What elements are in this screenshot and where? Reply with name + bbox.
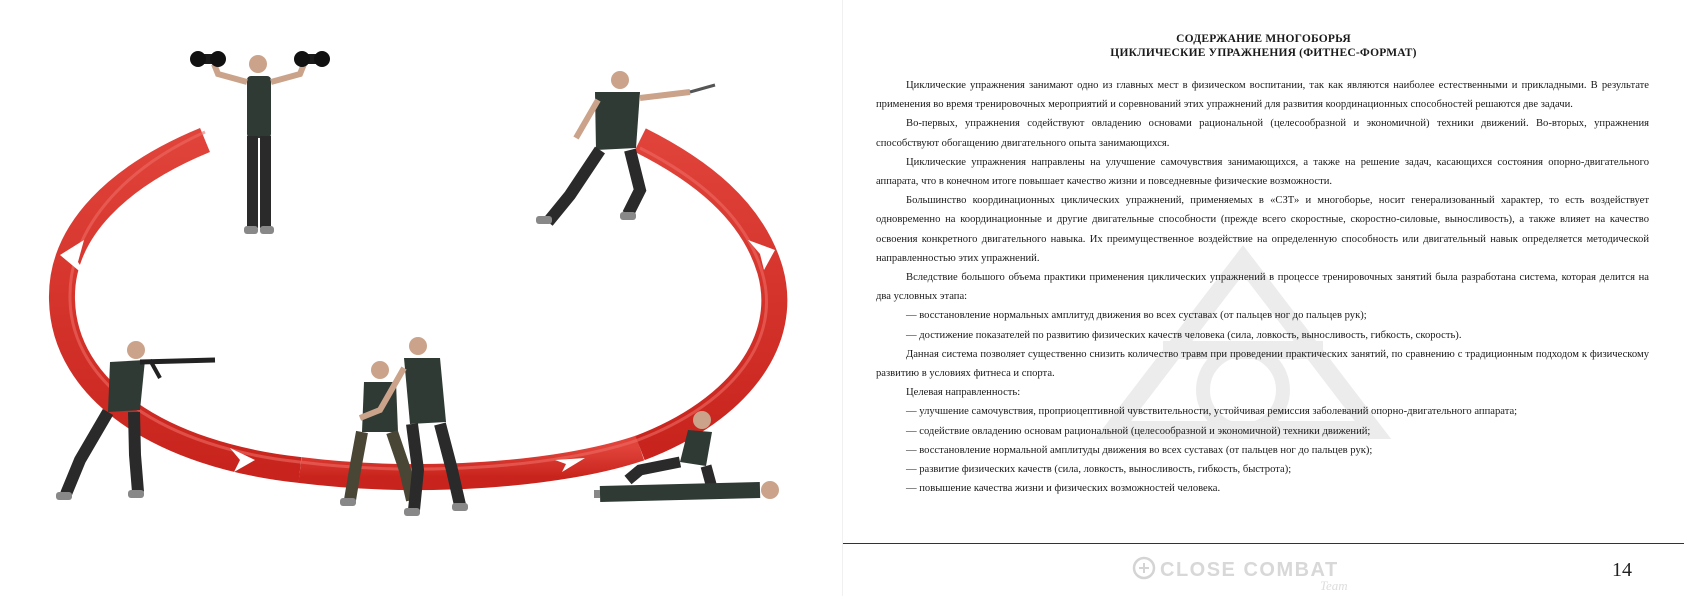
list-item: — улучшение самочувствия, проприоцептивной чувствительности, устойчивая ремиссия заболеваний опорно-двигательного аппарата; bbox=[906, 406, 1518, 418]
figure-knife-thrust bbox=[536, 71, 715, 224]
footer-logo-text: CLOSE COMBAT bbox=[1160, 559, 1339, 581]
footer-rule bbox=[843, 543, 1684, 544]
list-item: — содействие овладению основам рациональной (целесообразной и экономичной) техники движений; bbox=[906, 425, 1371, 437]
footer-logo-subtext: Team bbox=[1320, 578, 1348, 592]
paragraph: Целевая направленность: bbox=[906, 387, 1021, 399]
list-item: — достижение показателей по развитию физических качеств человека (сила, ловкость, выносливость, гибкость, скорость). bbox=[906, 329, 1462, 341]
paragraph: Данная система позволяет существенно снизить количество травм при проведении практических занятий, по сравнению с традиционным подходом к физическому развитию в условиях фитнеса и спорта. bbox=[876, 348, 1649, 380]
paragraph: Большинство координационных циклических упражнений, применяемых в «СЗТ» и многоборье, носит генерализованный характер, то есть воздействует одновременно на координационные и другие двигательные способности (прежде всего скоростные, скоростно-силовые, выносливость), а также влияет на качество освоения конкретного двигательного навыка. Их преимущественное воздействие на определенную способность или двигательный навык определяется методической направленностью этих упражнений. bbox=[876, 195, 1649, 264]
list-item: — повышение качества жизни и физических возможностей человека. bbox=[906, 483, 1221, 495]
list-item: — развитие физических качеств (сила, ловкость, выносливость, гибкость, быстрота); bbox=[906, 464, 1292, 476]
page-header bbox=[843, 32, 1684, 60]
section-subtitle: ЦИКЛИЧЕСКИЕ УПРАЖНЕНИЯ (ФИТНЕС-ФОРМАТ) bbox=[1110, 47, 1417, 59]
section-title: СОДЕРЖАНИЕ МНОГОБОРЬЯ bbox=[1176, 33, 1351, 45]
body-text bbox=[876, 76, 1649, 498]
paragraph: Циклические упражнения направлены на улучшение самочувствия занимающихся, а также на решение задач, касающихся состояния опорно-двигательного аппарата, что в конечном итоге повышает качество жизни и повседневные физические возможности. bbox=[876, 156, 1649, 188]
figure-dumbbell-press bbox=[190, 51, 330, 234]
list-item: — восстановление нормальных амплитуд движения во всех суставах (от пальцев ног до пальцев рук); bbox=[906, 310, 1367, 322]
paragraph: Циклические упражнения занимают одно из главных мест в физическом воспитании, так как являются наиболее естественными и прикладными. В результате применения во время тренировочных мероприятий и соревнований этих упражнений для развития координационных способностей решаются две задачи. bbox=[876, 80, 1649, 111]
right-page bbox=[843, 0, 1684, 596]
close-combat-logo bbox=[1130, 552, 1410, 592]
list-item: — восстановление нормальной амплитуды движения во всех суставах (от пальцев ног до пальцев рук); bbox=[906, 444, 1373, 456]
page-number: 14 bbox=[1612, 559, 1632, 581]
paragraph: Вследствие большого объема практики применения циклических упражнений в процессе тренировочных занятий была разработана система, которая делится на два условных этапа: bbox=[876, 272, 1649, 303]
paragraph: Во-первых, упражнения содействуют овладению основами рациональной (целесообразной и экономичной) техники движений. Во-вторых, упражнения способствуют обогащению двигательного опыта занимающихся. bbox=[876, 118, 1649, 149]
